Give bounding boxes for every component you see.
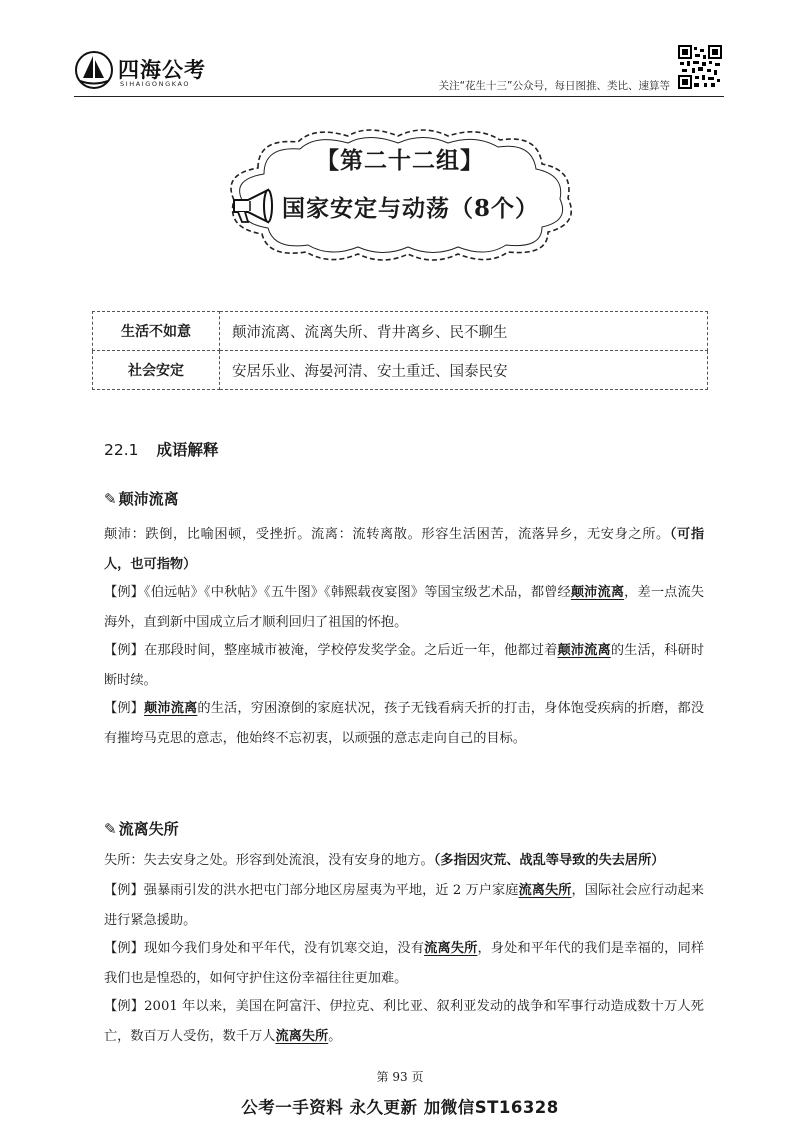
definition-text: 颠沛：跌倒，比喻困顿，受挫折。流离：流转离散。形容生活困苦，流落异乡，无安身之所。 xyxy=(104,527,670,542)
group-subtitle: 国家安定与动荡（8个） xyxy=(282,195,540,222)
example-paragraph xyxy=(104,578,704,638)
highlighted-idiom: 颠沛流离 xyxy=(144,701,198,716)
example-text: 的生活，科研时断时续。 xyxy=(104,643,705,688)
definition-note: （多指因灾荒、战乱等导致的失去居所） xyxy=(433,853,665,868)
table-row xyxy=(93,312,708,351)
section-heading xyxy=(104,438,219,460)
example-text: ，差一点流失海外，直到新中国成立后才顺利回归了祖国的怀抱。 xyxy=(104,585,704,630)
logo-english: SIHAIGONGKAO xyxy=(120,80,191,88)
group-title: 【第二十二组】 xyxy=(316,147,484,174)
example-paragraph xyxy=(104,694,704,754)
idioms-cell: 颠沛流离、流离失所、背井离乡、民不聊生 xyxy=(220,312,708,351)
page-number: 第 93 页 xyxy=(376,1070,424,1084)
logo xyxy=(74,48,234,92)
example-paragraph xyxy=(104,636,704,696)
example-text: ，国际社会应行动起来进行紧急援助。 xyxy=(104,883,704,928)
pencil-icon: ✎ xyxy=(104,490,117,508)
example-text: 【例】强暴雨引发的洪水把屯门部分地区房屋夷为平地，近 2 万户家庭 xyxy=(104,883,519,898)
header-tagline: 关注“花生十三”公众号，每日图推、类比、速算等 xyxy=(438,80,670,92)
section-title: 成语解释 xyxy=(156,441,219,459)
definition-note: （可指人，也可指物） xyxy=(104,527,705,572)
pencil-icon: ✎ xyxy=(104,820,117,838)
idiom-definition xyxy=(104,846,704,876)
highlighted-idiom: 流离失所 xyxy=(275,1029,329,1044)
idiom-heading xyxy=(104,818,179,839)
idioms-cell: 安居乐业、海晏河清、安土重迁、国泰民安 xyxy=(220,351,708,390)
category-cell: 社会安定 xyxy=(93,351,220,390)
example-paragraph xyxy=(104,876,704,936)
idiom-name: 流离失所 xyxy=(118,820,179,838)
category-cell: 生活不如意 xyxy=(93,312,220,351)
example-text: 【例】在那段时间，整座城市被淹，学校停发奖学金。之后近一年，他都过着 xyxy=(104,643,558,658)
page-header xyxy=(0,0,800,100)
section-number: 22.1 xyxy=(104,441,139,459)
example-text: 【例】《伯远帖》《中秋帖》《五牛图》《韩熙载夜宴图》等国宝级艺术品，都曾经 xyxy=(104,585,571,600)
megaphone-icon xyxy=(228,188,274,224)
footer-banner: 公考一手资料 永久更新 加微信ST16328 xyxy=(241,1098,559,1117)
example-text: ，身处和平年代的我们是幸福的，同样我们也是惶恐的，如何守护住这份幸福往往更加难。 xyxy=(104,941,705,986)
idiom-name: 颠沛流离 xyxy=(118,490,179,508)
example-text: 【例】现如今我们身处和平年代，没有饥寒交迫，没有 xyxy=(104,941,425,956)
example-paragraph xyxy=(104,934,704,994)
example-paragraph xyxy=(104,992,704,1052)
qr-code-icon xyxy=(678,45,722,89)
table-row xyxy=(93,351,708,390)
sailboat-logo-icon xyxy=(74,48,114,92)
idiom-summary-table xyxy=(92,311,708,390)
logo-chinese: 四海公考 xyxy=(118,58,206,82)
highlighted-idiom: 颠沛流离 xyxy=(570,585,625,600)
highlighted-idiom: 流离失所 xyxy=(424,941,478,956)
header-divider xyxy=(74,96,724,97)
example-text: 【例】 xyxy=(104,701,145,716)
example-text: 的生活，穷困潦倒的家庭状况，孩子无钱看病夭折的打击，身体饱受疾病的折磨，都没有摧垮马克思的意志，他始终不忘初衷，以顽强的意志走向自己的目标。 xyxy=(104,701,705,746)
definition-text: 失所：失去安身之处。形容到处流浪，没有安身的地方。 xyxy=(104,853,434,868)
highlighted-idiom: 流离失所 xyxy=(518,883,572,898)
idiom-heading xyxy=(104,488,179,509)
highlighted-idiom: 颠沛流离 xyxy=(557,643,611,658)
example-text: 【例】2001 年以来，美国在阿富汗、伊拉克、利比亚、叙利亚发动的战争和军事行动造成数十万人死亡，数百万人受伤，数千万人 xyxy=(104,999,704,1044)
example-text: 。 xyxy=(328,1029,342,1044)
idiom-definition xyxy=(104,520,704,580)
